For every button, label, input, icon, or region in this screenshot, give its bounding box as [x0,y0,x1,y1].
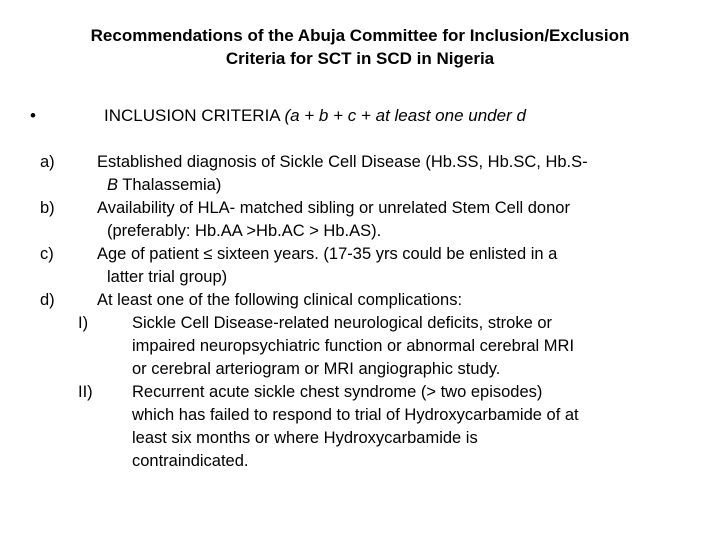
subitem-line: which has failed to respond to trial of Hydroxycarbamide of at [132,406,579,424]
item-line: Established diagnosis of Sickle Cell Disease (Hb.SS, Hb.SC, Hb.S- [97,153,588,171]
subitem-line: least six months or where Hydroxycarbamide is [132,429,478,447]
criteria-item-d [40,289,700,312]
subitem-line: Sickle Cell Disease-related neurological deficits, stroke or [132,314,553,332]
inclusion-heading-note: (a + b + c + at least one under d [284,106,526,125]
item-line [97,174,700,197]
item-marker: d) [40,291,55,309]
slide-title [0,24,720,70]
criteria-subitem-i [40,312,700,381]
criteria-subitem-ii [40,381,700,473]
criteria-item-c [40,243,700,289]
subitem-marker: I) [78,314,89,332]
inclusion-heading-text [104,106,526,126]
item-line: At least one of the following clinical complications: [97,291,463,309]
item-line: latter trial group) [107,268,228,286]
subitem-line: contraindicated. [132,452,249,470]
subitem-marker: II) [78,383,93,401]
inclusion-criteria-heading [30,106,710,126]
item-line: (preferably: Hb.AA >Hb.AC > Hb.AS). [107,222,382,240]
item-line: Availability of HLA- matched sibling or unrelated Stem Cell donor [97,199,570,217]
bullet-marker: • [30,106,36,125]
subitem-line: or cerebral arteriogram or MRI angiographic study. [132,360,501,378]
criteria-item-a [40,151,700,197]
inclusion-heading-label: INCLUSION CRITERIA [104,106,280,125]
italic-b: B [107,176,119,194]
item-marker: c) [40,245,54,263]
subitem-line: Recurrent acute sickle chest syndrome (> two episodes) [132,383,543,401]
item-marker: b) [40,199,55,217]
criteria-item-b [40,197,700,243]
title-line-2: Criteria for SCT in SCD in Nigeria [225,49,495,68]
criteria-list [40,151,700,473]
item-line: Age of patient ≤ sixteen years. (17-35 yrs could be enlisted in a [97,245,558,263]
subitem-line: impaired neuropsychiatric function or abnormal cerebral MRI [132,337,575,355]
title-line-1: Recommendations of the Abuja Committee for Inclusion/Exclusion [90,26,630,45]
item-marker: a) [40,153,55,171]
item-line-rest: Thalassemia) [118,176,222,194]
